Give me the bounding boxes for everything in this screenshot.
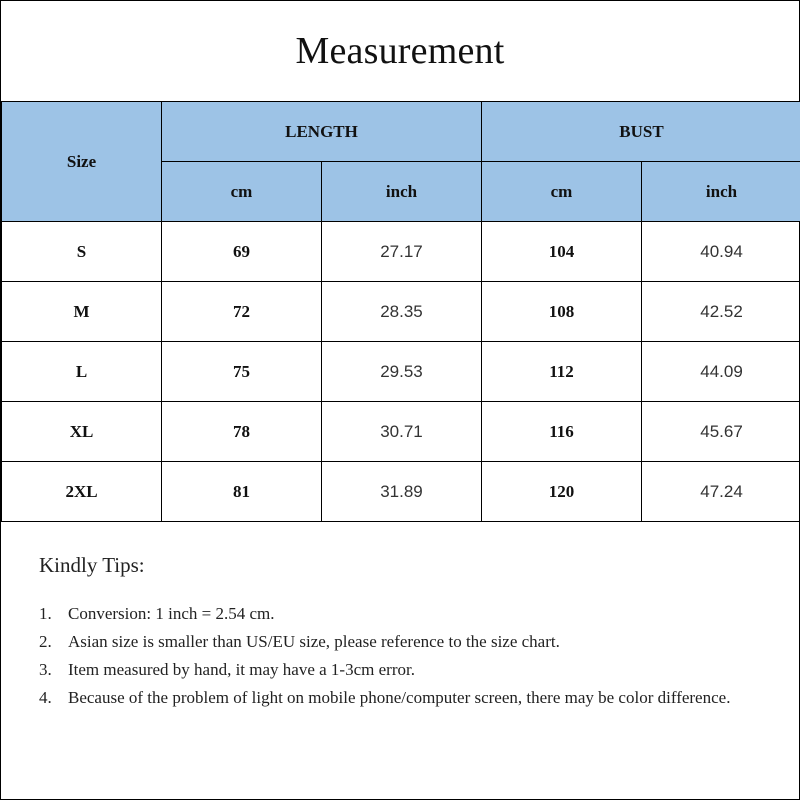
size-column-header: Size bbox=[2, 102, 162, 222]
size-cell: M bbox=[2, 282, 162, 342]
tip-number: 1. bbox=[39, 604, 52, 623]
list-item bbox=[39, 656, 779, 684]
page-title: Measurement bbox=[295, 30, 505, 72]
tip-number: 2. bbox=[39, 632, 52, 651]
bust-cm-cell: 120 bbox=[482, 462, 642, 522]
tip-text: Asian size is smaller than US/EU size, please reference to the size chart. bbox=[68, 632, 560, 651]
length-cm-cell: 72 bbox=[162, 282, 322, 342]
bust-group-header: BUST bbox=[482, 102, 800, 162]
table-row bbox=[2, 462, 800, 522]
list-item bbox=[39, 600, 779, 628]
tip-number: 4. bbox=[39, 688, 52, 707]
table-row bbox=[2, 402, 800, 462]
table-row bbox=[2, 222, 800, 282]
size-table bbox=[1, 101, 800, 522]
length-inch-cell: 27.17 bbox=[322, 222, 482, 282]
bust-inch-cell: 45.67 bbox=[642, 402, 800, 462]
size-cell: S bbox=[2, 222, 162, 282]
table-row bbox=[2, 282, 800, 342]
bust-inch-cell: 44.09 bbox=[642, 342, 800, 402]
bust-cm-header: cm bbox=[482, 162, 642, 222]
bust-cm-cell: 112 bbox=[482, 342, 642, 402]
length-inch-cell: 28.35 bbox=[322, 282, 482, 342]
bust-inch-cell: 42.52 bbox=[642, 282, 800, 342]
tips-title: Kindly Tips: bbox=[39, 553, 145, 577]
list-item bbox=[39, 628, 779, 656]
tip-number: 3. bbox=[39, 660, 52, 679]
length-cm-cell: 75 bbox=[162, 342, 322, 402]
size-cell: L bbox=[2, 342, 162, 402]
length-cm-cell: 78 bbox=[162, 402, 322, 462]
length-cm-header: cm bbox=[162, 162, 322, 222]
table-header-row bbox=[2, 102, 800, 162]
size-cell: XL bbox=[2, 402, 162, 462]
bust-cm-cell: 116 bbox=[482, 402, 642, 462]
length-cm-cell: 81 bbox=[162, 462, 322, 522]
length-inch-cell: 30.71 bbox=[322, 402, 482, 462]
tip-text: Conversion: 1 inch = 2.54 cm. bbox=[68, 604, 275, 623]
tips-section bbox=[39, 553, 779, 712]
length-inch-cell: 29.53 bbox=[322, 342, 482, 402]
bust-inch-cell: 47.24 bbox=[642, 462, 800, 522]
tip-text: Because of the problem of light on mobile phone/computer screen, there may be color difference. bbox=[68, 688, 731, 707]
bust-inch-header: inch bbox=[642, 162, 800, 222]
tip-text: Item measured by hand, it may have a 1-3cm error. bbox=[68, 660, 415, 679]
length-inch-header: inch bbox=[322, 162, 482, 222]
list-item bbox=[39, 684, 779, 712]
length-cm-cell: 69 bbox=[162, 222, 322, 282]
bust-inch-cell: 40.94 bbox=[642, 222, 800, 282]
table-row bbox=[2, 342, 800, 402]
size-cell: 2XL bbox=[2, 462, 162, 522]
length-inch-cell: 31.89 bbox=[322, 462, 482, 522]
tips-list bbox=[39, 600, 779, 712]
bust-cm-cell: 104 bbox=[482, 222, 642, 282]
bust-cm-cell: 108 bbox=[482, 282, 642, 342]
length-group-header: LENGTH bbox=[162, 102, 482, 162]
